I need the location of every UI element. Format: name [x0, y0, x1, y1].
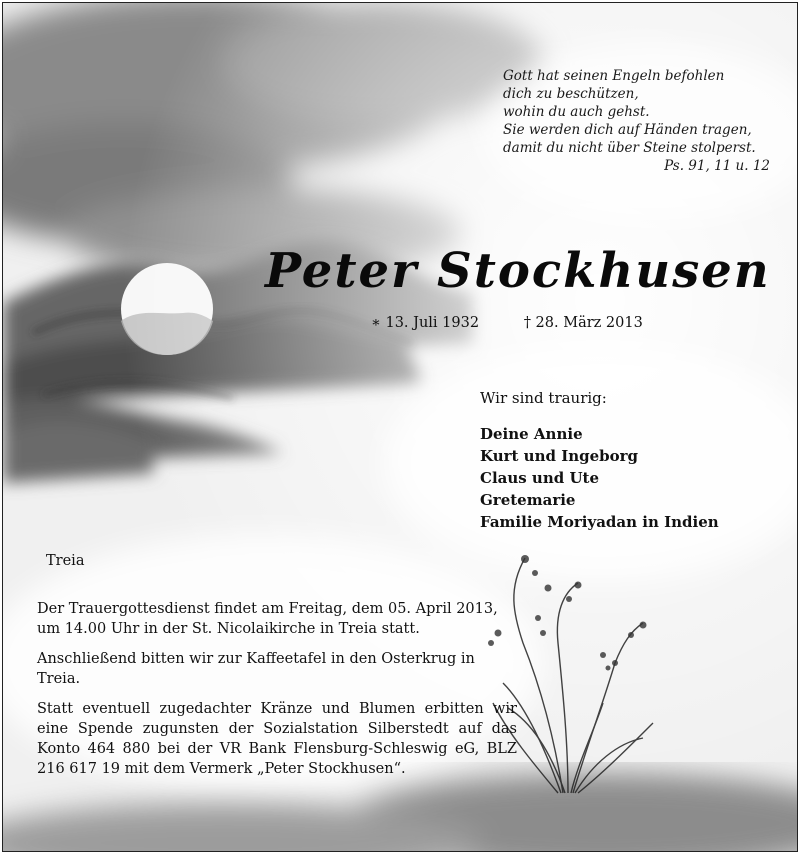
verse-line: damit du nicht über Steine stolperst.	[503, 140, 756, 156]
verse-reference: Ps. 91, 11 u. 12	[664, 158, 770, 174]
service-paragraph: Der Trauergottesdienst findet am Freitag, dem 05. April 2013, um 14.00 Uhr in der St. Nicolaikirche in Treia statt.	[37, 601, 498, 637]
mourners-intro: Wir sind traurig:	[480, 389, 607, 407]
obituary-notice	[2, 2, 798, 852]
place-name: Treia	[46, 553, 85, 569]
verse-line: dich zu beschützen,	[503, 86, 639, 102]
mourner-name: Claus und Ute	[480, 469, 600, 487]
funeral-details	[37, 599, 517, 789]
mourner-name: Familie Moriyadan in Indien	[480, 513, 719, 531]
mourners-list	[480, 423, 719, 533]
mourner-name: Kurt und Ingeborg	[480, 447, 639, 465]
verse-line: Sie werden dich auf Händen tragen,	[503, 122, 752, 138]
deceased-name: Peter Stockhusen	[265, 243, 771, 299]
birth-date: ∗ 13. Juli 1932	[371, 315, 480, 331]
life-dates	[371, 315, 643, 331]
donation-paragraph: Statt eventuell zugedachter Kränze und Blumen erbitten wir eine Spende zugunsten der Sozialstation Silberstedt auf das Konto 464 880 bei der VR Bank Flensburg-Schleswig eG, BLZ 216 617 19 mit dem Vermerk „Peter Stockhusen“.	[37, 701, 517, 777]
bible-verse	[503, 67, 778, 175]
verse-line: wohin du auch gehst.	[503, 104, 650, 120]
death-date: † 28. März 2013	[523, 315, 643, 331]
mourner-name: Deine Annie	[480, 425, 583, 443]
verse-line: Gott hat seinen Engeln befohlen	[503, 68, 725, 84]
mourner-name: Gretemarie	[480, 491, 576, 509]
coffee-paragraph: Anschließend bitten wir zur Kaffeetafel in den Osterkrug in Treia.	[37, 651, 475, 687]
